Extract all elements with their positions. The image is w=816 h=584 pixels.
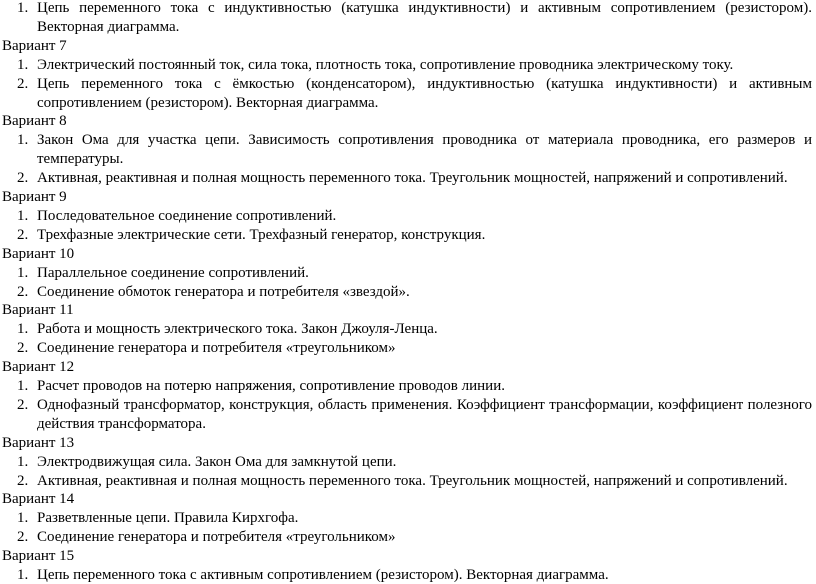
variant-heading: Вариант 12 [2,359,75,376]
list-item-number: 1. [17,0,29,16]
list-item-text: Соединение генератора и потребителя «треугольником» [37,529,396,546]
list-item-text: Соединение генератора и потребителя «треугольником» [37,340,396,357]
list-item-text: Цепь переменного тока с ёмкостью (конденсатором), индуктивностью (катушка индуктивности) и активным [37,75,812,92]
list-item-text: Соединение обмоток генератора и потребителя «звездой». [37,283,410,300]
variant-heading: Вариант 15 [2,548,75,565]
list-item-text: Работа и мощность электрического тока. Закон Джоуля-Ленца. [37,321,438,338]
variant-heading: Вариант 7 [2,37,67,54]
list-item-text: Активная, реактивная и полная мощность переменного тока. Треугольник мощностей, напряжений и сопротивлений. [37,170,788,187]
list-item-number: 2. [17,472,29,489]
list-item-text: Активная, реактивная и полная мощность переменного тока. Треугольник мощностей, напряжений и сопротивлений. [37,472,788,489]
list-item-number: 1. [17,264,29,281]
variant-heading: Вариант 14 [2,491,75,508]
list-item-number: 2. [17,226,29,243]
list-item-text: Закон Ома для участка цепи. Зависимость сопротивления проводника от материала проводника, его размеров и [37,132,812,149]
list-item-number: 1. [17,567,29,583]
list-item-text: Однофазный трансформатор, конструкция, область применения. Коэффициент трансформации, коэффициент полезного [37,396,812,413]
list-item-number: 1. [17,56,29,73]
variant-heading: Вариант 11 [2,302,74,319]
list-item-text: Разветвленные цепи. Правила Кирхгофа. [37,510,299,527]
list-item-number: 1. [17,453,29,470]
variant-heading: Вариант 9 [2,189,67,205]
list-item-text: действия трансформатора. [37,415,206,432]
list-item-number: 1. [17,378,29,394]
list-item-text: Трехфазные электрические сети. Трехфазный генератор, конструкция. [37,226,486,243]
list-item-text: Цепь переменного тока с индуктивностью (катушка индуктивности) и активным сопротивлением (резистором). [37,0,812,16]
list-item-text: Электрический постоянный ток, сила тока, плотность тока, сопротивление проводника электрическому току. [37,56,734,73]
variant-heading: Вариант 10 [2,245,75,262]
list-item-number: 2. [17,170,29,187]
list-item-number: 1. [17,207,29,224]
list-item-number: 2. [17,340,29,357]
list-item-text: Параллельное соединение сопротивлений. [37,264,309,281]
list-item-number: 1. [17,510,29,527]
list-item-text: температуры. [37,151,124,168]
list-item-number: 1. [17,321,29,338]
list-item-text: сопротивлением (резистором). Векторная диаграмма. [37,94,379,111]
list-item-number: 2. [17,283,29,300]
variant-heading: Вариант 8 [2,113,67,130]
list-item-text: Электродвижущая сила. Закон Ома для замкнутой цепи. [37,453,397,470]
list-item-text: Последовательное соединение сопротивлений. [37,207,337,224]
list-item-number: 2. [17,396,29,413]
list-item-text: Цепь переменного тока с активным сопротивлением (резистором). Векторная диаграмма. [37,567,609,583]
list-item-text: Векторная диаграмма. [37,18,180,35]
list-item-number: 2. [17,529,29,546]
list-item-number: 2. [17,75,29,92]
list-item-text: Расчет проводов на потерю напряжения, сопротивление проводов линии. [37,378,505,394]
variant-heading: Вариант 13 [2,434,75,451]
list-item-number: 1. [17,132,29,149]
